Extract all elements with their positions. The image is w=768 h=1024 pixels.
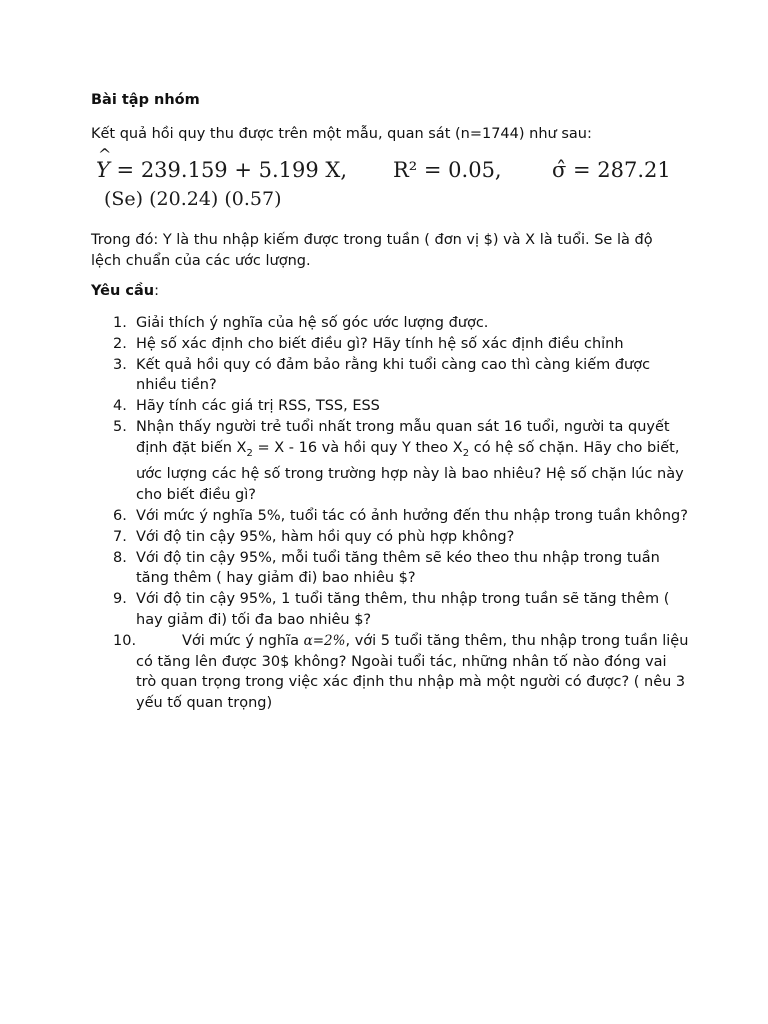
- list-item-text: có hệ số chặn. Hãy cho biết, ước lượng các hệ số trong trường hợp này là bao nhiêu? Hệ số chặn lúc này cho biết điều gì?: [136, 439, 684, 504]
- list-item-text: Hệ số xác định cho biết điều gì? Hãy tính hệ số xác định điều chỉnh: [136, 335, 624, 352]
- list-item-text: Với mức ý nghĩa: [182, 632, 304, 649]
- list-item-text: , với 5 tuổi tăng thêm, thu nhập trong tuần liệu có tăng lên được 30$ không? Ngoài tuổi tác, những nhân tố nào đóng vai trò quan trọng trong việc xác định thu nhập mà một người có được? ( nêu 3 yếu tố quan trọng): [136, 632, 689, 712]
- list-item: [91, 355, 691, 397]
- requirements-label: Yêu cầu: [91, 283, 155, 299]
- list-item-text: Nhận thấy người trẻ tuổi nhất trong mẫu quan sát 16 tuổi, người ta quyết định đặt biến X: [136, 418, 670, 456]
- list-item: [91, 417, 691, 506]
- list-item-text: Hãy tính các giá trị RSS, TSS, ESS: [136, 398, 380, 415]
- requirements-heading: [91, 283, 159, 299]
- list-item-text: = X - 16 và hồi quy Y theo X: [252, 439, 463, 456]
- equation-main-text: = 239.159 + 5.199 X,: [109, 158, 348, 182]
- list-item: [91, 313, 691, 334]
- list-item-number: 7.: [113, 528, 127, 545]
- list-item-number: 8.: [113, 549, 127, 566]
- list-item-number: 5.: [113, 418, 127, 435]
- list-item-number: 1.: [113, 315, 127, 331]
- list-item-number: 4.: [113, 398, 127, 415]
- list-item-text: Giải thích ý nghĩa của hệ số góc ước lượng được.: [136, 315, 489, 331]
- requirements-list: [91, 313, 691, 714]
- equation-sigma: σ̂ = 287.21: [552, 158, 671, 182]
- list-item-text: Với mức ý nghĩa 5%, tuổi tác có ảnh hưởng đến thu nhập trong tuần không?: [136, 508, 688, 525]
- list-item: [91, 548, 691, 590]
- list-item: [91, 506, 691, 527]
- regression-equation: [96, 154, 682, 218]
- alpha-symbol: α=2%: [303, 632, 346, 649]
- list-item: [91, 396, 691, 417]
- subscript: 2: [246, 447, 253, 459]
- document-title: Bài tập nhóm: [91, 92, 200, 108]
- list-item-number: 9.: [113, 591, 127, 608]
- list-item-text: Kết quả hồi quy có đảm bảo rằng khi tuổi càng cao thì càng kiếm được nhiều tiền?: [136, 356, 651, 394]
- list-item-number: 10.: [113, 632, 137, 649]
- list-item: [91, 631, 691, 714]
- list-item-number: 2.: [113, 335, 127, 352]
- requirements-colon: :: [154, 283, 159, 299]
- list-item: [91, 334, 691, 355]
- list-item-number: 6.: [113, 508, 127, 525]
- list-item: [91, 589, 691, 631]
- list-item-text: Với độ tin cậy 95%, mỗi tuổi tăng thêm sẽ kéo theo thu nhập trong tuần tăng thêm ( hay giảm đi) bao nhiêu $?: [136, 549, 660, 587]
- equation-standard-errors: (Se) (20.24) (0.57): [104, 188, 282, 210]
- list-item-number: 3.: [113, 356, 127, 373]
- subscript: 2: [462, 447, 470, 459]
- y-hat-symbol: ^ Y: [96, 158, 110, 182]
- intro-paragraph: Kết quả hồi quy thu được trên một mẫu, quan sát (n=1744) như sau:: [91, 126, 592, 142]
- list-item-text: Với độ tin cậy 95%, hàm hồi quy có phù hợp không?: [136, 528, 515, 545]
- equation-main: [96, 158, 347, 182]
- list-item-text: Với độ tin cậy 95%, 1 tuổi tăng thêm, thu nhập trong tuần sẽ tăng thêm ( hay giảm đi) tối đa bao nhiêu $?: [136, 591, 670, 629]
- equation-r-squared: R² = 0.05,: [393, 158, 502, 182]
- explanation-paragraph: Trong đó: Y là thu nhập kiếm được trong tuần ( đơn vị $) và X là tuổi. Se là độ lệch chuẩn của các ước lượng.: [91, 232, 653, 269]
- list-item: [91, 527, 691, 548]
